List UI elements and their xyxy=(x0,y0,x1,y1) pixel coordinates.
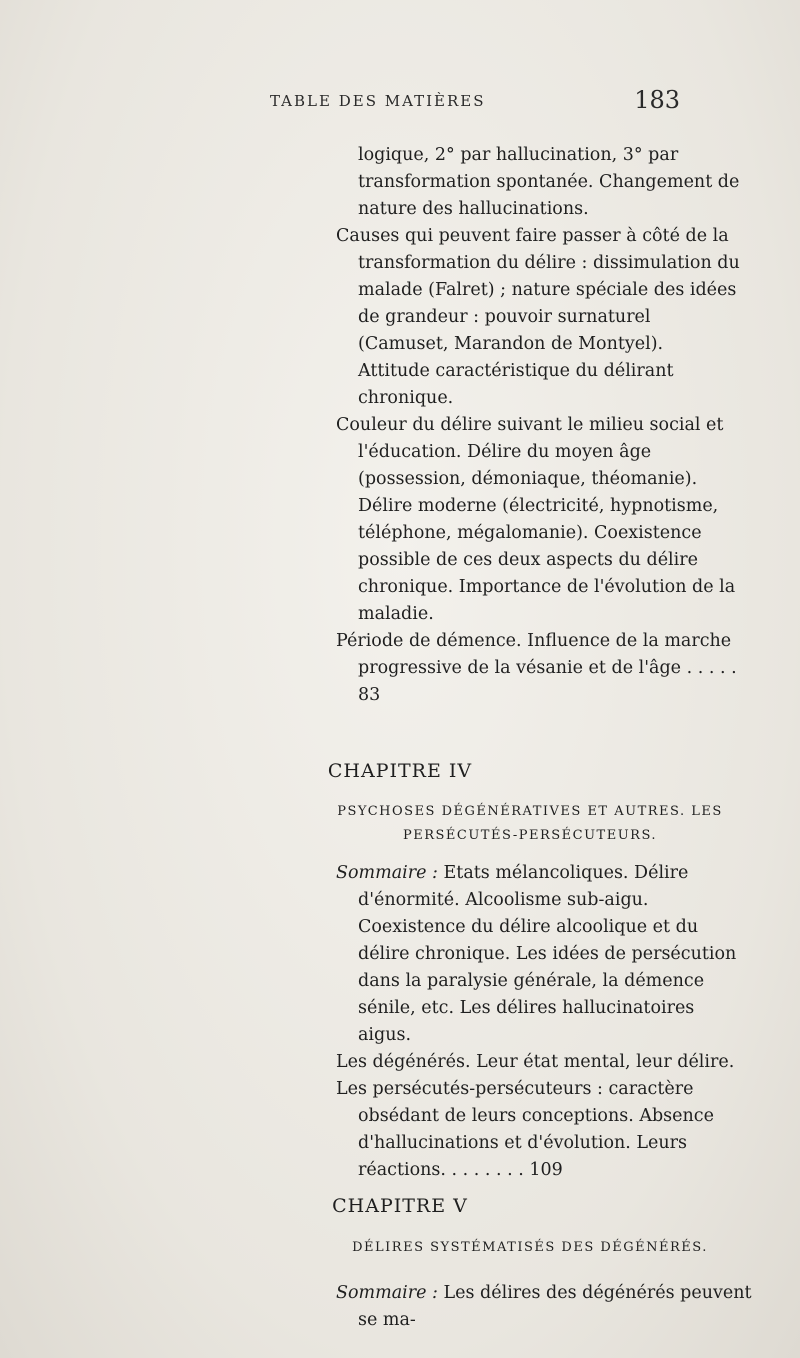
chapter-5-entry-1-text: Les délires des dégénérés peuvent se ma- xyxy=(358,1283,752,1330)
sommaire-label-5: Sommaire : xyxy=(336,1283,438,1303)
chapter-4-entry-1 xyxy=(336,860,740,1049)
entry-continued-4: Période de démence. Influence de la marche progressive de la vésanie et de l'âge . . . . . 83 xyxy=(336,631,737,705)
entry-continued-3: Couleur du délire suivant le milieu social et l'éducation. Délire du moyen âge (possession, démoniaque, théomanie). Délire moderne (électricité, hypnotisme, téléphone, mégalomanie). Coexistence possible de ces deux aspects du délire chronique. Importance de l'évolution de la maladie. xyxy=(336,415,736,624)
page-number: 183 xyxy=(634,86,680,114)
chapter-4-entry-3: Les persécutés-persécuteurs : caractère obsédant de leurs conceptions. Absence d'hallucinations et d'évolution. Leurs réactions. . . . . . . . 109 xyxy=(336,1079,714,1180)
chapter-4-summary xyxy=(336,860,740,1184)
running-head: TABLE DES MATIÈRES xyxy=(270,92,486,110)
chapter-4-entry-2: Les dégénérés. Leur état mental, leur délire. xyxy=(336,1052,735,1072)
chapter-5-summary xyxy=(336,1280,756,1334)
chapter-4-subtitle: PSYCHOSES DÉGÉNÉRATIVES ET AUTRES. LES PERSÉCUTÉS-PERSÉCUTEURS. xyxy=(337,804,723,843)
entry-continued-2: Causes qui peuvent faire passer à côté de la transformation du délire : dissimulation du malade (Falret) ; nature spéciale des idées de grandeur : pouvoir surnaturel (Camuset, Marandon de Montyel). Attitude caractéristique du délirant chronique. xyxy=(336,226,740,408)
continued-entries xyxy=(336,142,740,709)
chapter-4-title: CHAPITRE IV xyxy=(327,760,473,782)
chapter-4-entry-1-text: Etats mélancoliques. Délire d'énormité. Alcoolisme sub-aigu. Coexistence du délire alcoolique et du délire chronique. Les idées de persécution dans la paralysie générale, la démence sénile, etc. Les délires hallucinatoires aigus. xyxy=(358,863,737,1045)
chapter-5-subtitle: DÉLIRES SYSTÉMATISÉS DES DÉGÉNÉRÉS. xyxy=(352,1240,708,1255)
chapter-5-title: CHAPITRE V xyxy=(332,1195,468,1217)
entry-continued-1: logique, 2° par hallucination, 3° par transformation spontanée. Changement de nature des hallucinations. xyxy=(358,145,740,219)
chapter-5-entry-1 xyxy=(336,1280,756,1334)
sommaire-label: Sommaire : xyxy=(336,863,438,883)
